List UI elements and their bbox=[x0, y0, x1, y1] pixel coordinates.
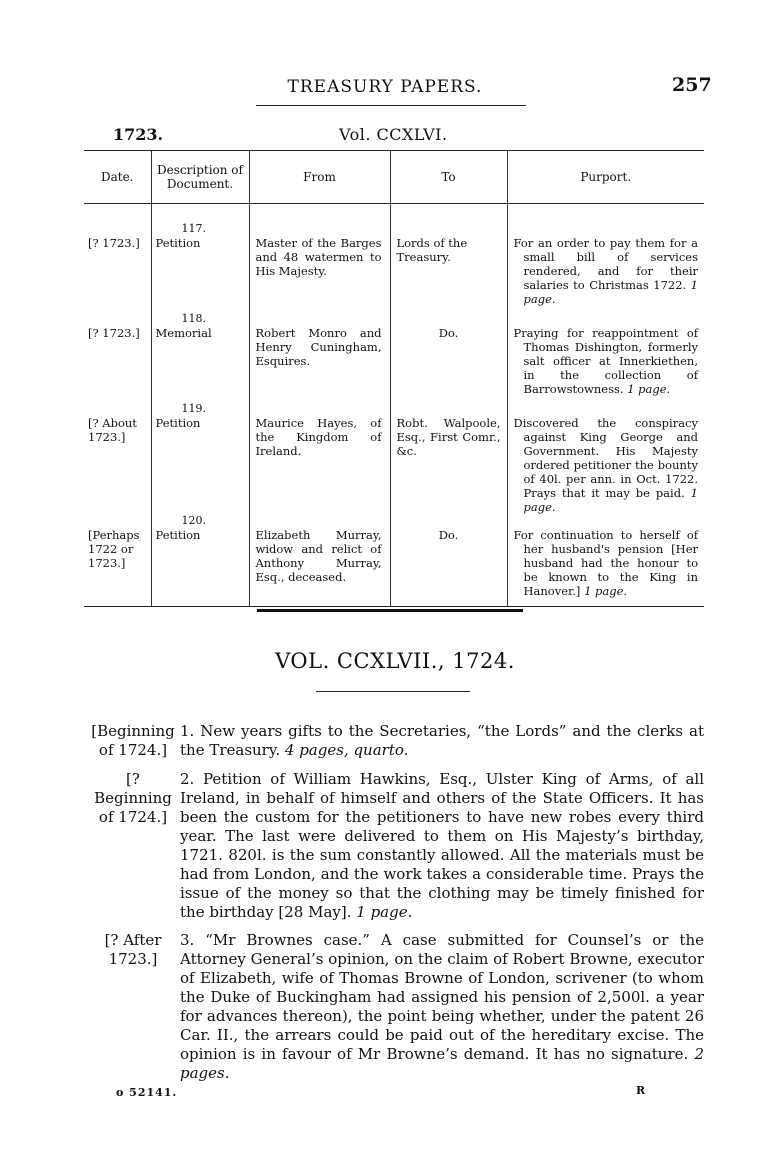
document-number: 117. bbox=[181, 222, 206, 235]
table-row bbox=[84, 306, 704, 396]
row-to: Do. bbox=[438, 528, 459, 542]
row-description-cell bbox=[151, 396, 249, 514]
row-description-cell bbox=[151, 514, 249, 607]
column-header-date: Date. bbox=[84, 151, 151, 204]
row-date: [? About 1723.] bbox=[88, 416, 137, 444]
document-number: 120. bbox=[181, 514, 206, 527]
running-title: TREASURY PAPERS. bbox=[287, 77, 483, 97]
row-from: Master of the Barges and 48 watermen to His Majesty. bbox=[249, 204, 390, 307]
entry-pages: 1 page. bbox=[356, 903, 413, 921]
row-purport-cell bbox=[507, 514, 704, 607]
document-type: Petition bbox=[155, 236, 201, 250]
row-date: [Perhaps 1722 or 1723.] bbox=[84, 514, 151, 607]
section-divider bbox=[257, 609, 523, 612]
entry-pages: 4 pages, quarto. bbox=[284, 741, 409, 759]
row-date: [? 1723.] bbox=[88, 326, 140, 340]
row-pages: 1 page. bbox=[584, 584, 628, 598]
row-from: Robert Monro and Henry Cuningham, Esquires. bbox=[249, 306, 390, 396]
header-rule bbox=[256, 105, 526, 106]
document-number: 118. bbox=[181, 312, 206, 325]
entry-body bbox=[180, 931, 704, 1083]
column-header-description: Description of Document. bbox=[151, 151, 249, 204]
signature-mark: R bbox=[636, 1084, 646, 1097]
document-type: Petition bbox=[155, 416, 201, 430]
heading-rule bbox=[316, 691, 470, 692]
row-purport-cell bbox=[507, 396, 704, 514]
entry-body bbox=[180, 770, 704, 922]
row-to-cell bbox=[390, 306, 507, 396]
row-to-cell bbox=[390, 514, 507, 607]
row-pages: 1 page. bbox=[523, 278, 698, 306]
entry-body bbox=[180, 722, 704, 760]
document-type: Petition bbox=[155, 528, 201, 542]
document-number: 119. bbox=[181, 402, 206, 415]
table-row bbox=[84, 204, 704, 307]
row-purport-cell bbox=[507, 306, 704, 396]
entry-date: [? After 1723.] bbox=[104, 931, 162, 968]
row-from: Elizabeth Murray, widow and relict of Anthony Murray, Esq., deceased. bbox=[249, 514, 390, 607]
row-to: Lords of the Treasury. bbox=[390, 204, 507, 307]
calendar-entry bbox=[84, 931, 704, 1083]
volume-heading: VOL. CCXLVII., 1724. bbox=[275, 649, 515, 673]
document-type: Memorial bbox=[155, 326, 212, 340]
row-description-cell bbox=[151, 204, 249, 307]
row-purport: Praying for reappointment of Thomas Dishington, formerly salt officer at Innerkiethen, in the collection of Barrowstowness. bbox=[513, 326, 698, 396]
row-description-cell bbox=[151, 306, 249, 396]
printer-signature: o 52141. bbox=[116, 1086, 178, 1099]
entry-text: 2. Petition of William Hawkins, Esq., Ulster King of Arms, of all Ireland, in behalf of himself and others of the State Officers. It has been the custom for the petitioners to have new robes every third year. The last were delivered to them on His Majesty’s birthday, 1721. 820l. is the sum constantly allowed. All the materials must be had from London, and the work takes a considerable time. Prays the issue of the money so that the clothing may be timely finished for the birthday [28 May]. bbox=[180, 770, 704, 921]
column-header-to: To bbox=[390, 151, 507, 204]
row-pages: 1 page. bbox=[523, 486, 698, 514]
calendar-entry bbox=[84, 770, 704, 922]
papers-table bbox=[84, 150, 704, 607]
column-header-from: From bbox=[249, 151, 390, 204]
volume-label: Vol. CCXLVI. bbox=[339, 125, 448, 144]
row-purport: For continuation to herself of her husband's pension [Her husband had the honour to be known to the King in Hanover.] bbox=[513, 528, 698, 598]
entry-date: [?Beginning of 1724.] bbox=[94, 770, 172, 826]
row-date: [? 1723.] bbox=[88, 236, 140, 250]
page-number: 257 bbox=[672, 74, 712, 96]
entry-date: [Beginning of 1724.] bbox=[91, 722, 175, 759]
table-row bbox=[84, 514, 704, 607]
row-to: Do. bbox=[438, 326, 459, 340]
row-to: Robt. Walpoole, Esq., First Comr., &c. bbox=[390, 396, 507, 514]
entry-text: 3. “Mr Brownes case.” A case submitted for Counsel’s or the Attorney General’s opinion, on the claim of Robert Browne, executor of Elizabeth, wife of Thomas Browne of London, scrivener (to whom the Duke of Buckingham had assigned his pension of 2,500l. a year for advances thereon), the point being whether, under the patent 26 Car. II., the arrears could be paid out of the hereditary excise. The opinion is in favour of Mr Browne’s demand. It has no signature. bbox=[180, 931, 704, 1063]
row-pages: 1 page. bbox=[627, 382, 671, 396]
table-header-row bbox=[84, 151, 704, 204]
row-from: Maurice Hayes, of the Kingdom of Ireland. bbox=[249, 396, 390, 514]
row-purport-cell bbox=[507, 204, 704, 307]
row-purport: For an order to pay them for a small bill of services rendered, and for their salaries to Christmas 1722. bbox=[513, 236, 698, 292]
entry-text: 1. New years gifts to the Secretaries, “the Lords” and the clerks at the Treasury. bbox=[180, 722, 704, 759]
row-purport: Discovered the conspiracy against King George and Government. His Majesty ordered petitioner the bounty of 40l. per ann. in Oct. 1722. Prays that it may be paid. bbox=[513, 416, 698, 500]
entry-pages: 2 pages. bbox=[180, 1045, 704, 1082]
calendar-entry bbox=[84, 722, 704, 760]
table-row bbox=[84, 396, 704, 514]
column-header-purport: Purport. bbox=[507, 151, 704, 204]
section-year: 1723. bbox=[113, 125, 164, 144]
